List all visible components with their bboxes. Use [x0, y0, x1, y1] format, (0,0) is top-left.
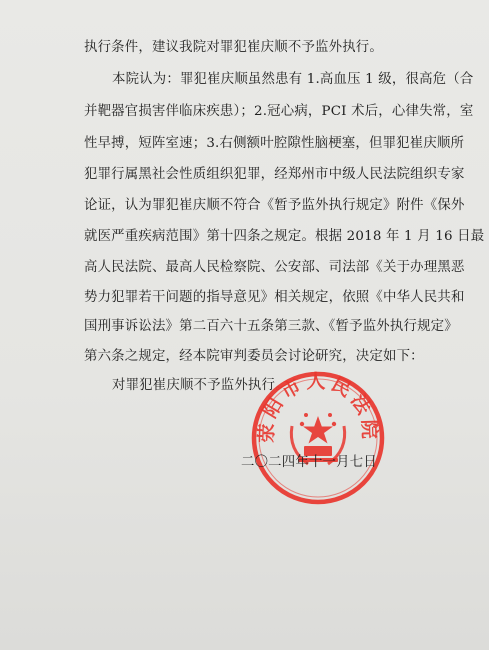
- text-line-3: 并靶器官损害伴临床疾患）；2.冠心病，PCI 术后，心律失常，室: [84, 104, 474, 119]
- text-line-12: 对罪犯崔庆顺不予监外执行。: [112, 378, 289, 393]
- text-line-8: 高人民法院、最高人民检察院、公安部、司法部《关于办理黑恶: [84, 260, 465, 275]
- text-line-9: 势力犯罪若干问题的指导意见》相关规定，依照《中华人民共和: [84, 290, 465, 305]
- text-line-7: 就医严重疾病范围》第十四条之规定。根据 2018 年 1 月 16 日最: [84, 229, 485, 244]
- document-date: 二〇二四年十一月七日: [241, 455, 377, 470]
- seal-emblem-small-star: [328, 413, 332, 417]
- text-line-6: 论证，认为罪犯崔庆顺不符合《暂予监外执行规定》附件《保外: [84, 198, 465, 213]
- seal-emblem-small-star: [332, 422, 336, 426]
- text-line-2: 本院认为：罪犯崔庆顺虽然患有 1.高血压 1 级，很高危（合: [112, 72, 474, 87]
- seal-emblem-small-star: [304, 413, 308, 417]
- seal-lettering: 荥阳市人民法院: [255, 370, 381, 444]
- court-seal-stamp: [248, 368, 388, 508]
- text-line-10: 国刑事诉讼法》第二百六十五条第三款、《暂予监外执行规定》: [84, 319, 458, 334]
- seal-emblem-star: [303, 416, 333, 444]
- seal-emblem-small-star: [300, 422, 304, 426]
- text-line-4: 性早搏，短阵室速；3.右侧额叶腔隙性脑梗塞，但罪犯崔庆顺所: [84, 136, 465, 151]
- text-line-11: 第六条之规定，经本院审判委员会讨论研究，决定如下：: [84, 349, 424, 364]
- text-line-1: 执行条件，建议我院对罪犯崔庆顺不予监外执行。: [84, 40, 383, 55]
- text-line-5: 犯罪行属黑社会性质组织犯罪，经郑州市中级人民法院组织专家: [84, 167, 465, 182]
